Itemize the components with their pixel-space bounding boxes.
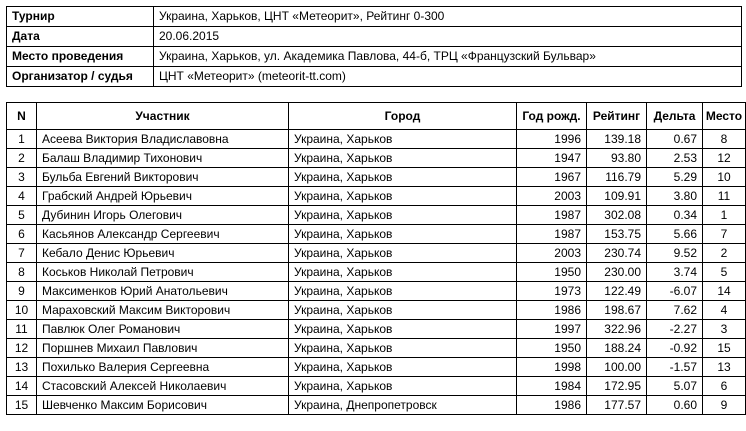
cell-city: Украина, Харьков [289,187,517,206]
table-row [7,130,746,149]
cell-place: 8 [703,130,746,149]
cell-birth-year: 1986 [517,301,587,320]
cell-city: Украина, Харьков [289,130,517,149]
cell-city: Украина, Харьков [289,320,517,339]
cell-city: Украина, Харьков [289,244,517,263]
cell-rating: 188.24 [587,339,647,358]
cell-birth-year: 1947 [517,149,587,168]
cell-delta: 5.07 [647,377,703,396]
cell-place: 11 [703,187,746,206]
cell-delta: -1.57 [647,358,703,377]
cell-number: 10 [7,301,37,320]
cell-number: 6 [7,225,37,244]
tournament-info-body [7,7,742,87]
cell-delta: 0.60 [647,396,703,415]
cell-place: 6 [703,377,746,396]
cell-birth-year: 1950 [517,263,587,282]
cell-place: 1 [703,206,746,225]
cell-delta: 3.74 [647,263,703,282]
cell-rating: 230.00 [587,263,647,282]
info-row-date [7,27,742,47]
table-row [7,263,746,282]
cell-delta: 5.66 [647,225,703,244]
table-row [7,358,746,377]
table-row [7,339,746,358]
cell-participant: Стасовский Алексей Николаевич [37,377,289,396]
cell-place: 7 [703,225,746,244]
cell-delta: -6.07 [647,282,703,301]
cell-place: 15 [703,339,746,358]
cell-place: 10 [703,168,746,187]
cell-number: 9 [7,282,37,301]
cell-delta: 7.62 [647,301,703,320]
results-table [6,102,746,415]
cell-birth-year: 1987 [517,225,587,244]
cell-place: 9 [703,396,746,415]
column-header-rating: Рейтинг [587,103,647,130]
cell-number: 15 [7,396,37,415]
table-row [7,187,746,206]
cell-birth-year: 1967 [517,168,587,187]
cell-rating: 122.49 [587,282,647,301]
tournament-info-table [6,6,742,87]
cell-number: 4 [7,187,37,206]
cell-rating: 230.74 [587,244,647,263]
cell-delta: 0.34 [647,206,703,225]
info-row-organizer [7,67,742,87]
cell-city: Украина, Харьков [289,282,517,301]
cell-delta: 0.67 [647,130,703,149]
info-label: Турнир [7,7,154,27]
cell-participant: Максименков Юрий Анатольевич [37,282,289,301]
info-value: ЦНТ «Метеорит» (meteorit-tt.com) [154,67,742,87]
cell-delta: 9.52 [647,244,703,263]
column-header-city: Город [289,103,517,130]
table-row [7,244,746,263]
cell-city: Украина, Харьков [289,225,517,244]
cell-rating: 100.00 [587,358,647,377]
cell-participant: Кебало Денис Юрьевич [37,244,289,263]
cell-rating: 322.96 [587,320,647,339]
cell-delta: 3.80 [647,187,703,206]
cell-delta: 2.53 [647,149,703,168]
cell-city: Украина, Харьков [289,301,517,320]
column-header-place: Место [703,103,746,130]
table-row [7,225,746,244]
cell-participant: Бульба Евгений Викторович [37,168,289,187]
cell-participant: Касьянов Александр Сергеевич [37,225,289,244]
info-value: 20.06.2015 [154,27,742,47]
cell-number: 5 [7,206,37,225]
cell-participant: Коськов Николай Петрович [37,263,289,282]
cell-rating: 172.95 [587,377,647,396]
cell-birth-year: 1998 [517,358,587,377]
cell-rating: 153.75 [587,225,647,244]
cell-participant: Асеева Виктория Владиславовна [37,130,289,149]
cell-participant: Поршнев Михаил Павлович [37,339,289,358]
results-header [7,103,746,130]
column-header-number: N [7,103,37,130]
cell-delta: 5.29 [647,168,703,187]
cell-place: 4 [703,301,746,320]
cell-number: 14 [7,377,37,396]
cell-birth-year: 1996 [517,130,587,149]
cell-participant: Балаш Владимир Тихонович [37,149,289,168]
cell-participant: Павлюк Олег Романович [37,320,289,339]
cell-city: Украина, Харьков [289,339,517,358]
cell-place: 13 [703,358,746,377]
cell-birth-year: 1984 [517,377,587,396]
info-value: Украина, Харьков, ЦНТ «Метеорит», Рейтинг 0-300 [154,7,742,27]
info-value: Украина, Харьков, ул. Академика Павлова, 44-б, ТРЦ «Французский Бульвар» [154,47,742,67]
info-row-tournament [7,7,742,27]
cell-number: 12 [7,339,37,358]
cell-participant: Шевченко Максим Борисович [37,396,289,415]
cell-city: Украина, Харьков [289,358,517,377]
column-header-birth-year: Год рожд. [517,103,587,130]
cell-number: 1 [7,130,37,149]
info-label: Дата [7,27,154,47]
cell-place: 3 [703,320,746,339]
column-header-participant: Участник [37,103,289,130]
cell-number: 13 [7,358,37,377]
cell-birth-year: 1950 [517,339,587,358]
cell-rating: 116.79 [587,168,647,187]
table-row [7,377,746,396]
cell-rating: 177.57 [587,396,647,415]
table-row [7,396,746,415]
info-label: Организатор / судья [7,67,154,87]
cell-rating: 109.91 [587,187,647,206]
cell-participant: Дубинин Игорь Олегович [37,206,289,225]
cell-rating: 198.67 [587,301,647,320]
table-row [7,320,746,339]
table-row [7,168,746,187]
cell-city: Украина, Харьков [289,263,517,282]
cell-city: Украина, Днепропетровск [289,396,517,415]
column-header-delta: Дельта [647,103,703,130]
cell-place: 12 [703,149,746,168]
cell-place: 5 [703,263,746,282]
cell-rating: 302.08 [587,206,647,225]
cell-participant: Похилько Валерия Сергеевна [37,358,289,377]
cell-birth-year: 1986 [517,396,587,415]
cell-city: Украина, Харьков [289,377,517,396]
cell-rating: 139.18 [587,130,647,149]
cell-number: 8 [7,263,37,282]
cell-number: 7 [7,244,37,263]
cell-birth-year: 1973 [517,282,587,301]
cell-participant: Мараховский Максим Викторович [37,301,289,320]
table-row [7,149,746,168]
cell-birth-year: 1987 [517,206,587,225]
results-body [7,130,746,415]
table-row [7,301,746,320]
cell-birth-year: 2003 [517,187,587,206]
cell-number: 3 [7,168,37,187]
cell-delta: -2.27 [647,320,703,339]
cell-birth-year: 2003 [517,244,587,263]
cell-birth-year: 1997 [517,320,587,339]
cell-rating: 93.80 [587,149,647,168]
cell-place: 2 [703,244,746,263]
cell-city: Украина, Харьков [289,206,517,225]
table-row [7,206,746,225]
info-label: Место проведения [7,47,154,67]
cell-city: Украина, Харьков [289,168,517,187]
info-row-venue [7,47,742,67]
cell-city: Украина, Харьков [289,149,517,168]
table-row [7,282,746,301]
results-header-row [7,103,746,130]
cell-number: 2 [7,149,37,168]
cell-number: 11 [7,320,37,339]
cell-participant: Грабский Андрей Юрьевич [37,187,289,206]
cell-place: 14 [703,282,746,301]
cell-delta: -0.92 [647,339,703,358]
